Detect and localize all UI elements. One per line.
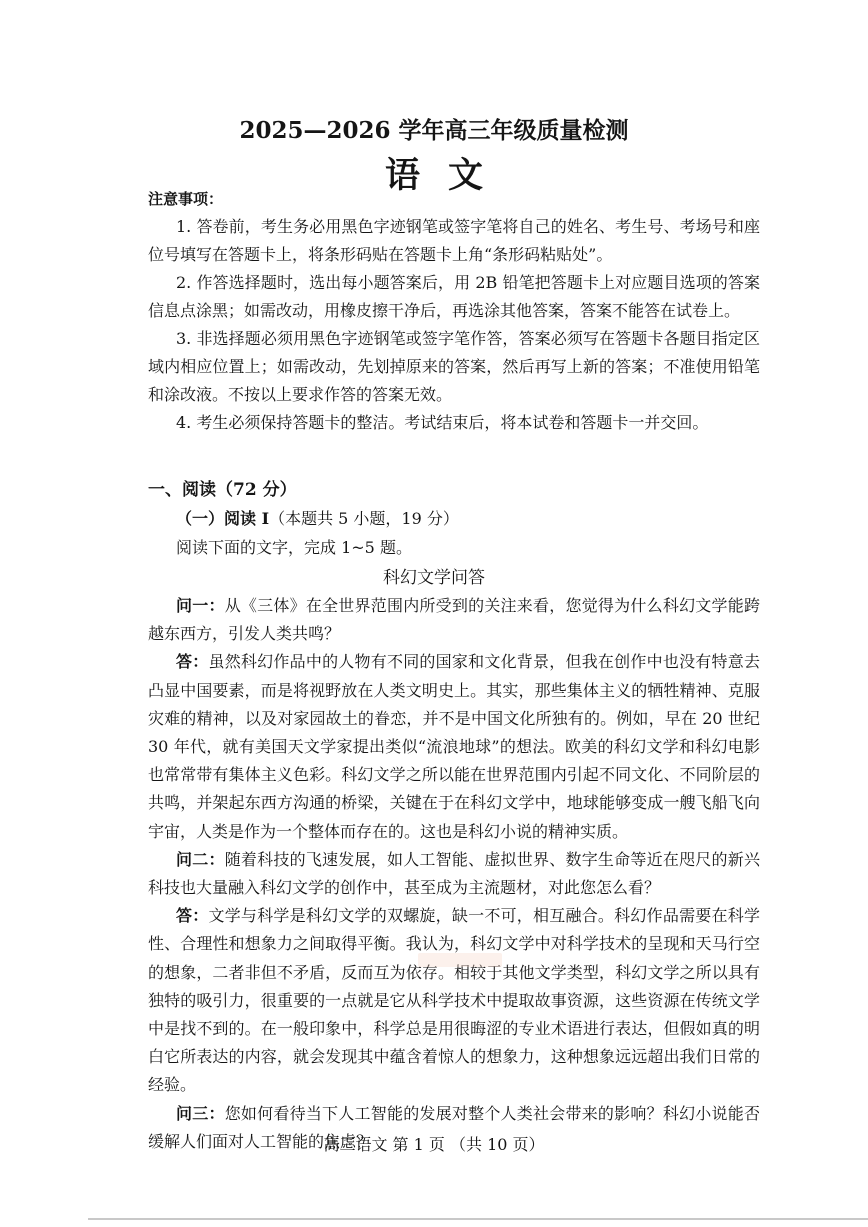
exam-title: 2025—2026 学年高三年级质量检测 — [239, 117, 629, 144]
answer-2-text: 文学与科学是科幻文学的双螺旋，缺一不可，相互融合。科幻作品需要在科学性、合理性和想象力之间取得平衡。我认为，科幻文学中对科学技术的呈现和天马行空的想象，二者非但不矛盾，反而互为依存。相较于其他文学类型，科幻文学之所以具有独特的吸引力，很重要的一点就是它从科学技术中提取故事资源，这些资源在传统文学中是找不到的。在一般印象中，科学总是用很晦涩的专业术语进行表达，但假如真的明白它所表达的内容，就会发现其中蕴含着惊人的想象力，这种想象远远超出我们日常的经验。 — [148, 906, 760, 1095]
question-2-lead: 问二： — [176, 849, 225, 869]
notice-item-3: 3. 非选择题必须用黑色字迹钢笔或签字笔作答，答案必须写在答题卡各题目指定区域内相应位置上；如需改动，先划掉原来的答案，然后再写上新的答案；不准使用铅笔和涂改液。不按以上要求作答的答案无效。 — [148, 329, 760, 404]
answer-2-lead: 答： — [176, 906, 209, 926]
notice-item-2: 2. 作答选择题时，选出每小题答案后，用 2B 铅笔把答题卡上对应题目选项的答案信息点涂黑；如需改动，用橡皮擦干净后，再选涂其他答案，答案不能答在试卷上。 — [148, 273, 760, 320]
notice-item-1: 1. 答卷前，考生务必用黑色字迹钢笔或签字笔将自己的姓名、考生号、考场号和座位号填写在答题卡上，将条形码贴在答题卡上角“条形码粘贴处”。 — [148, 217, 760, 264]
subsection-note: （本题共 5 小题，19 分） — [269, 509, 459, 528]
reading-instruction: 阅读下面的文字，完成 1~5 题。 — [176, 538, 412, 557]
question-1-lead: 问一： — [176, 596, 225, 615]
subsection-header — [176, 506, 459, 529]
question-2-text: 随着科技的飞速发展，如人工智能、虚拟世界、数字生命等近在咫尺的新兴科技也大量融入科幻文学的创作中，甚至成为主流题材，对此您怎么看？ — [148, 849, 760, 898]
answer-1-lead: 答： — [176, 652, 209, 672]
question-2 — [148, 846, 760, 902]
question-3-text: 您如何看待当下人工智能的发展对整个人类社会带来的影响？科幻小说能否缓解人们面对人工智能的焦虑？ — [148, 1103, 760, 1151]
question-1 — [148, 592, 760, 648]
scan-edge-line — [88, 1218, 868, 1220]
faint-watermark — [418, 953, 502, 967]
notice-item-4: 4. 考生必须保持答题卡的整洁。考试结束后，将本试卷和答题卡一并交回。 — [176, 413, 709, 432]
notice-heading: 注意事项： — [148, 190, 224, 208]
answer-1 — [148, 648, 760, 845]
subsection-label: （一）阅读 I — [176, 509, 270, 528]
answer-1-text: 虽然科幻作品中的人物有不同的国家和文化背景，但我在创作中也没有特意去凸显中国要素，而是将视野放在人类文明史上。其实，那些集体主义的牺牲精神、克服灾难的精神，以及对家园故土的眷恋，并不是中国文化所独有的。例如，早在 20 世纪 30 年代，就有美国天文学家提出类似“流浪地球”的想法。欧美的科幻文学和科幻电影也常常带有集体主义色彩。科幻文学之所以能在世界范围内引起不同文化、不同阶层的共鸣，并架起东西方沟通的桥梁，关键在于在科幻文学中，地球能够变成一艘飞船飞向宇宙，人类是作为一个整体而存在的。这也是科幻小说的精神实质。 — [148, 652, 760, 841]
question-1-text: 从《三体》在全世界范围内所受到的关注来看，您觉得为什么科幻文学能跨越东西方，引发人类共鸣？ — [148, 596, 760, 644]
answer-2 — [148, 902, 760, 1099]
question-3-lead: 问三： — [176, 1103, 225, 1123]
page-footer: 高三语文 第 1 页 （共 10 页） — [323, 1135, 545, 1154]
subject-title: 语文 — [384, 155, 511, 196]
section-heading: 一、阅读（72 分） — [148, 480, 297, 500]
article-body — [148, 592, 760, 1156]
article-title: 科幻文学问答 — [383, 568, 485, 588]
